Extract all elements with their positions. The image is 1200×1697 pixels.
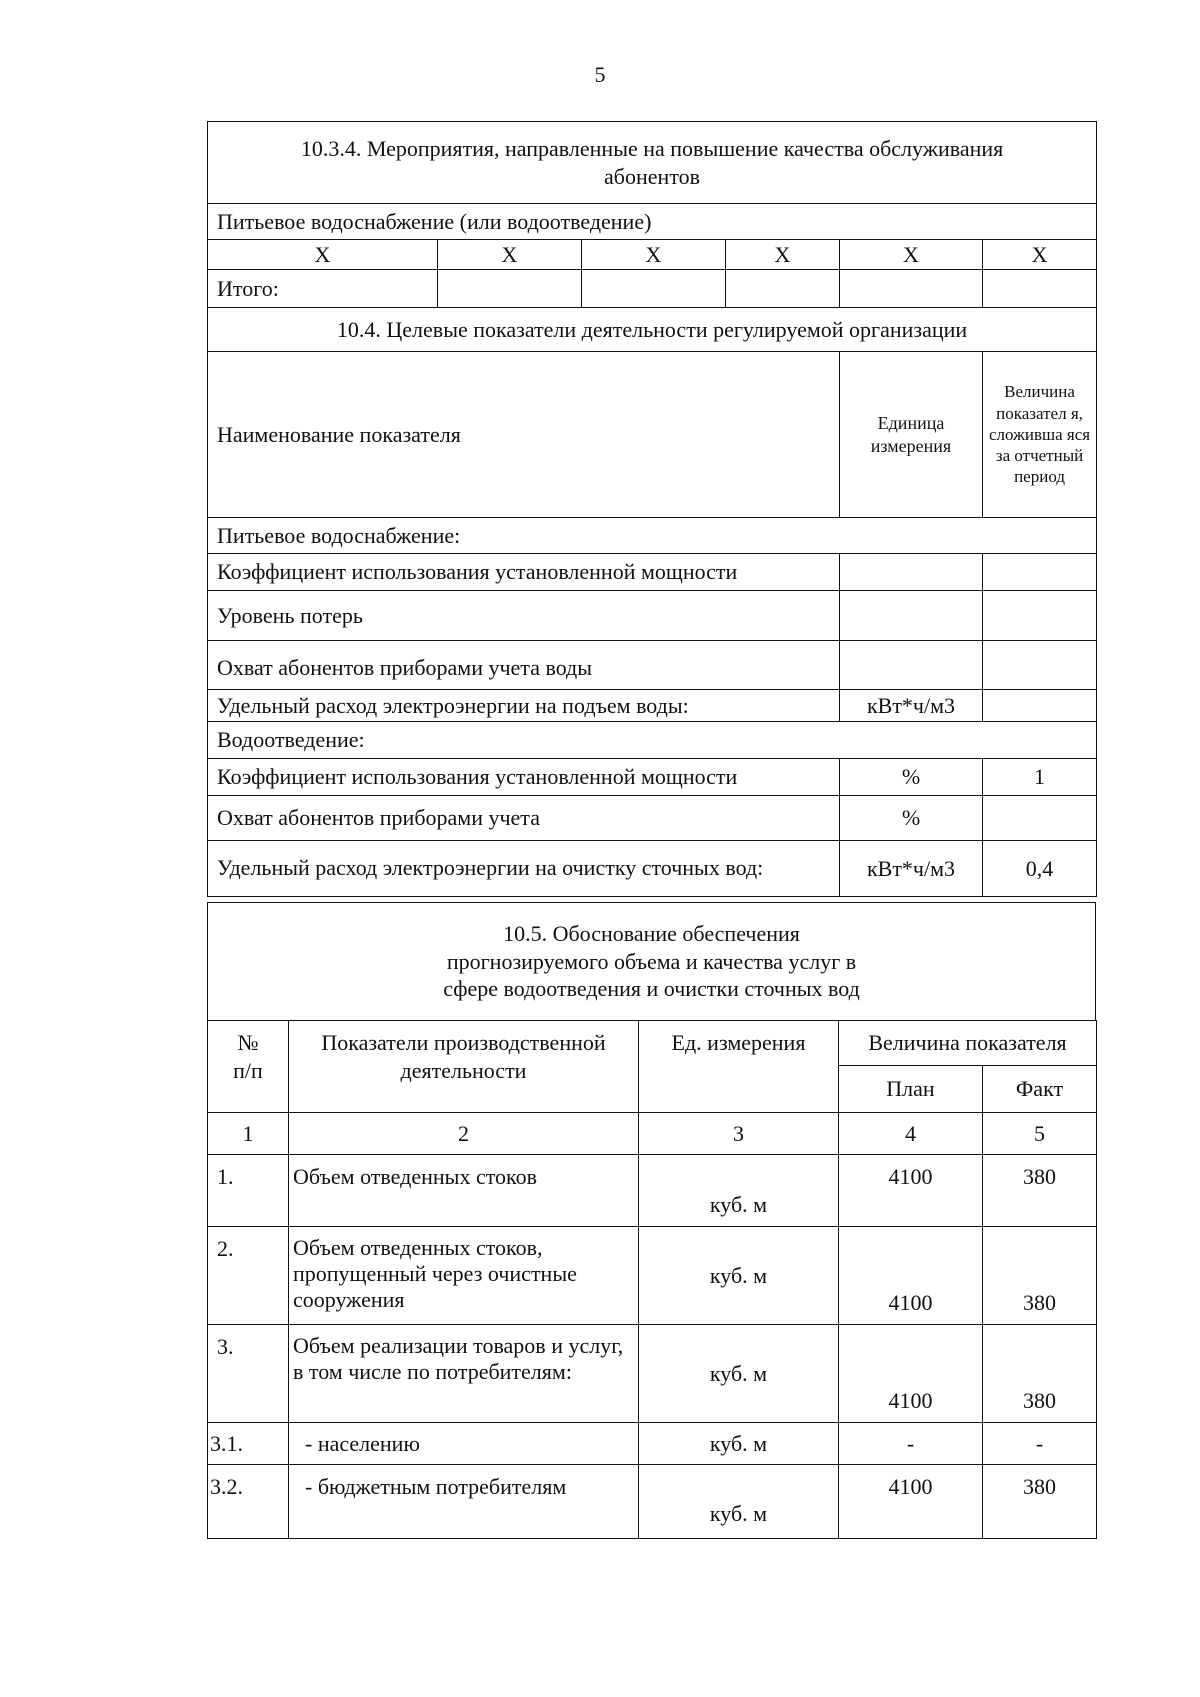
row-unit: куб. м — [639, 1155, 839, 1227]
row-plan: 4100 — [839, 1227, 983, 1325]
row-fact: 380 — [983, 1325, 1097, 1423]
indicator-row — [208, 554, 1097, 591]
row-name: - населению — [289, 1423, 639, 1465]
indicator-row — [208, 796, 1097, 841]
table-row — [208, 1423, 1097, 1465]
indicator-unit: кВт*ч/м3 — [840, 690, 983, 722]
row-num: 3.1. — [208, 1423, 289, 1465]
indicator-name: Удельный расход электроэнергии на подъем воды: — [208, 690, 840, 722]
row-plan: - — [839, 1423, 983, 1465]
row-fact: - — [983, 1423, 1097, 1465]
header-indicator: Показатели производственной деятельности — [289, 1021, 639, 1113]
row-plan: 4100 — [839, 1325, 983, 1423]
total-row — [208, 270, 1097, 308]
indicator-name: Охват абонентов приборами учета воды — [208, 641, 840, 690]
indicator-value — [983, 690, 1097, 722]
row-fact: 380 — [983, 1155, 1097, 1227]
indicator-unit — [840, 591, 983, 641]
x-cell: X — [726, 240, 840, 270]
x-cell: X — [840, 240, 983, 270]
indicator-value — [983, 796, 1097, 841]
indicator-unit — [840, 554, 983, 591]
row-num: 3.2. — [208, 1465, 289, 1539]
section-105-title-table — [207, 902, 1096, 1021]
indicator-value — [983, 641, 1097, 690]
col-number: 3 — [639, 1113, 839, 1155]
indicator-name: Уровень потерь — [208, 591, 840, 641]
row-unit: куб. м — [639, 1325, 839, 1423]
page-number: 5 — [594, 62, 606, 87]
indicator-row — [208, 841, 1097, 897]
indicator-value — [983, 591, 1097, 641]
total-label: Итого: — [208, 270, 438, 308]
table-row — [208, 1465, 1097, 1539]
row-name: - бюджетным потребителям — [289, 1465, 639, 1539]
x-row — [208, 240, 1097, 270]
header-value-group: Величина показателя — [839, 1021, 1097, 1066]
x-cell: X — [438, 240, 582, 270]
indicator-value — [983, 554, 1097, 591]
indicator-name: Охват абонентов приборами учета — [208, 796, 840, 841]
section-104-header-row — [208, 352, 1097, 518]
table-row — [208, 1155, 1097, 1227]
col-number: 2 — [289, 1113, 639, 1155]
volumes-table — [207, 1020, 1097, 1539]
indicator-unit: кВт*ч/м3 — [840, 841, 983, 897]
indicator-row — [208, 641, 1097, 690]
targets-table — [207, 121, 1097, 897]
row-unit: куб. м — [639, 1423, 839, 1465]
row-plan: 4100 — [839, 1465, 983, 1539]
table-row — [208, 1325, 1097, 1423]
col-number: 5 — [983, 1113, 1097, 1155]
x-cell: X — [208, 240, 438, 270]
volumes-header-row — [208, 1021, 1097, 1066]
row-name: Объем отведенных стоков — [289, 1155, 639, 1227]
col-number: 4 — [839, 1113, 983, 1155]
row-fact: 380 — [983, 1465, 1097, 1539]
section-104-title: 10.4. Целевые показатели деятельности регулируемой организации — [208, 308, 1097, 352]
section-105-title: 10.5. Обоснование обеспечения прогнозируемого объема и качества услуг в сфере водоотведения и очистки сточных вод — [208, 903, 1096, 1021]
indicator-row — [208, 759, 1097, 796]
row-num: 2. — [208, 1227, 289, 1325]
row-fact: 380 — [983, 1227, 1097, 1325]
indicator-row — [208, 591, 1097, 641]
header-fact: Факт — [983, 1066, 1097, 1113]
col-number: 1 — [208, 1113, 289, 1155]
x-cell: X — [983, 240, 1097, 270]
group-title: Питьевое водоснабжение: — [208, 518, 1097, 554]
indicator-name: Удельный расход электроэнергии на очистку сточных вод: — [208, 841, 840, 897]
header-unit: Единица измерения — [840, 352, 983, 518]
table-row — [208, 1227, 1097, 1325]
row-unit: куб. м — [639, 1465, 839, 1539]
group-title: Водоотведение: — [208, 722, 1097, 759]
indicator-value: 0,4 — [983, 841, 1097, 897]
row-num: 3. — [208, 1325, 289, 1423]
header-plan: План — [839, 1066, 983, 1113]
row-plan: 4100 — [839, 1155, 983, 1227]
indicator-unit: % — [840, 759, 983, 796]
indicator-row — [208, 690, 1097, 722]
indicator-name: Коэффициент использования установленной мощности — [208, 759, 840, 796]
indicator-unit: % — [840, 796, 983, 841]
row-name: Объем отведенных стоков, пропущенный через очистные сооружения — [289, 1227, 639, 1325]
indicator-unit — [840, 641, 983, 690]
header-indicator-name: Наименование показателя — [208, 352, 840, 518]
row-unit: куб. м — [639, 1227, 839, 1325]
x-cell: X — [582, 240, 726, 270]
header-value: Величина показател я, сложивша яся за отчетный период — [983, 352, 1097, 518]
indicator-value: 1 — [983, 759, 1097, 796]
indicator-name: Коэффициент использования установленной мощности — [208, 554, 840, 591]
row-num: 1. — [208, 1155, 289, 1227]
section-1034-title: 10.3.4. Мероприятия, направленные на повышение качества обслуживания абонентов — [208, 122, 1097, 204]
section-1034-subheader: Питьевое водоснабжение (или водоотведение) — [208, 204, 1097, 240]
header-unit: Ед. измерения — [639, 1021, 839, 1113]
column-numbers-row — [208, 1113, 1097, 1155]
row-name: Объем реализации товаров и услуг, в том числе по потребителям: — [289, 1325, 639, 1423]
header-num: № п/п — [208, 1021, 289, 1113]
